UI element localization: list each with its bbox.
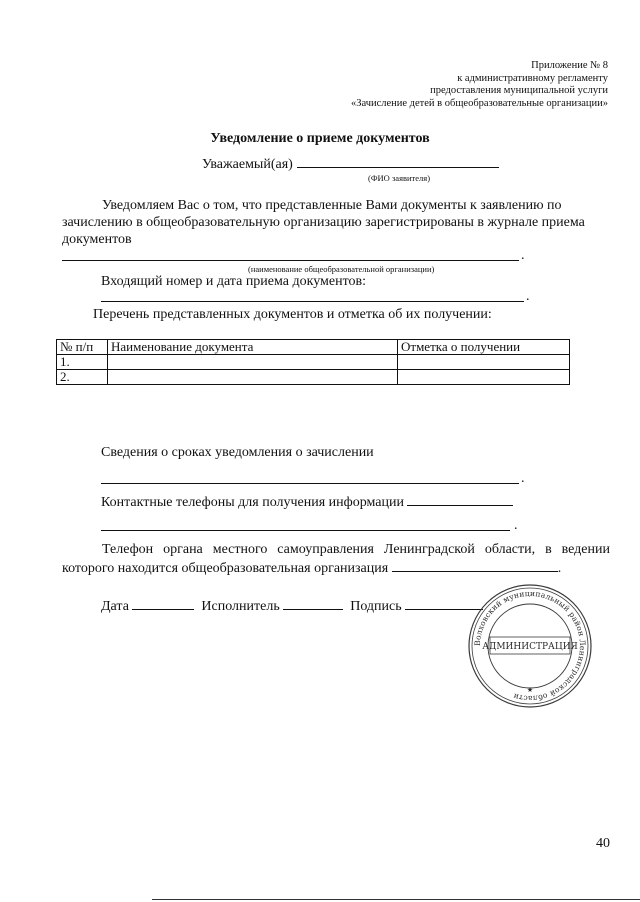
- table-header-cell: Отметка о получении: [398, 340, 570, 355]
- official-seal-stamp: [466, 582, 594, 710]
- bottom-divider: [152, 899, 640, 900]
- page-number: 40: [596, 836, 610, 851]
- incoming-number-field[interactable]: [101, 301, 524, 302]
- seal-outer-text: Волховский муниципальный район Ленинградской области: [472, 588, 588, 704]
- date-field[interactable]: [132, 597, 194, 610]
- table-cell: 1.: [57, 355, 108, 370]
- executor-label: Исполнитель: [201, 599, 280, 614]
- table-header-cell: № п/п: [57, 340, 108, 355]
- enrollment-terms-field[interactable]: [101, 483, 519, 484]
- organization-caption: (наименование общеобразовательной организации): [248, 264, 435, 274]
- table-header-cell: Наименование документа: [108, 340, 398, 355]
- seal-center-text: АДМИНИСТРАЦИЯ: [482, 642, 578, 652]
- appendix-line-3: предоставления муниципальной услуги: [430, 85, 608, 96]
- municipal-phone-field[interactable]: [392, 559, 558, 572]
- contacts-line: [101, 493, 513, 511]
- punctuation-period: .: [521, 248, 525, 263]
- date-label: Дата: [101, 599, 129, 614]
- table-header-row: [57, 340, 570, 355]
- enrollment-terms-label: Сведения о сроках уведомления о зачислении: [101, 445, 374, 460]
- document-title: Уведомление о приеме документов: [210, 131, 430, 146]
- municipal-phone-text: Телефон органа местного самоуправления Ленинградской области, в ведении которого находится общеобразовательная организация: [62, 542, 610, 576]
- signature-label: Подпись: [350, 599, 402, 614]
- contacts-label: Контактные телефоны для получения информации: [101, 495, 404, 510]
- contacts-field[interactable]: [407, 493, 513, 506]
- appendix-header: [351, 60, 608, 110]
- municipal-phone-paragraph: Телефон органа местного самоуправления Ленинградской области, в ведении которого находится общеобразовательная организация .: [62, 542, 610, 576]
- table-cell[interactable]: [398, 370, 570, 385]
- table-cell[interactable]: [398, 355, 570, 370]
- punctuation-period: .: [514, 518, 518, 533]
- appendix-line-4: «Зачисление детей в общеобразовательные организации»: [350, 97, 608, 109]
- documents-table: [56, 339, 570, 385]
- applicant-name-caption: (ФИО заявителя): [368, 173, 431, 183]
- executor-field[interactable]: [283, 597, 343, 610]
- appendix-line-2: к административному регламенту: [457, 72, 608, 84]
- signature-line: [101, 597, 483, 615]
- seal-star-icon: ★: [526, 686, 534, 694]
- incoming-number-label: Входящий номер и дата приема документов:: [101, 274, 367, 289]
- organization-name-field[interactable]: [62, 260, 519, 261]
- appendix-line-1: Приложение № 8: [531, 60, 608, 71]
- punctuation-period: .: [521, 471, 525, 486]
- greeting-label: Уважаемый(ая): [202, 157, 293, 172]
- greeting-line: [202, 155, 499, 173]
- documents-list-label: Перечень представленных документов и отметка об их получении:: [93, 307, 492, 322]
- table-row: [57, 355, 570, 370]
- table-cell[interactable]: [108, 370, 398, 385]
- table-cell: 2.: [57, 370, 108, 385]
- notice-paragraph: Уведомляем Вас о том, что представленные Вами документы к заявлению по зачислению в общеобразовательную организацию зарегистрированы в журнале приема документов: [62, 198, 585, 247]
- table-row: [57, 370, 570, 385]
- punctuation-period: .: [526, 289, 530, 304]
- contacts-field-continued[interactable]: [101, 530, 510, 531]
- table-cell[interactable]: [108, 355, 398, 370]
- applicant-name-field[interactable]: [297, 155, 499, 168]
